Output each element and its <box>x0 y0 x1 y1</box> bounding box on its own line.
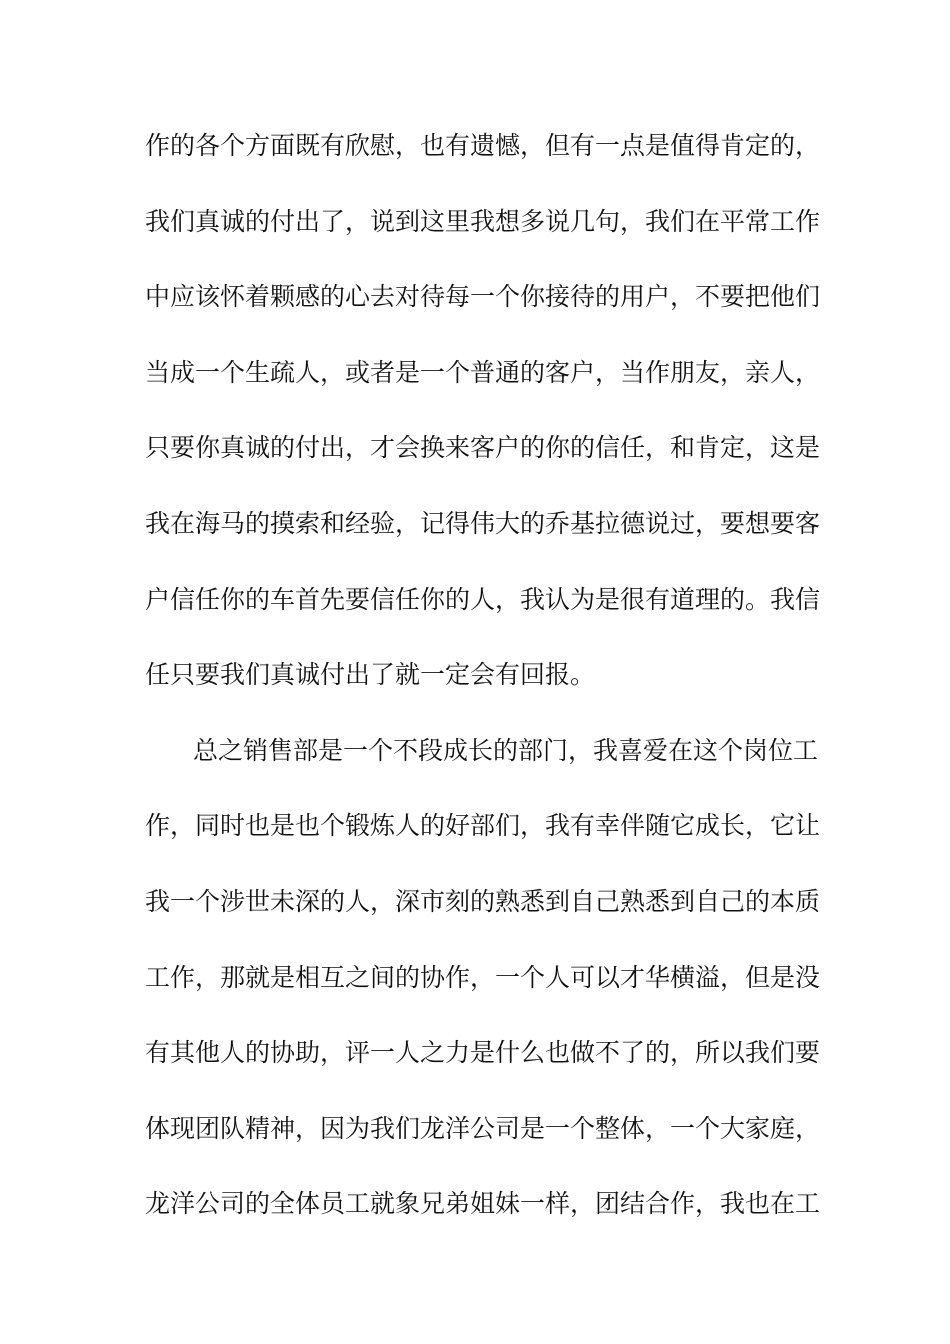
text-line: 当成一个生疏人，或者是一个普通的客户，当作朋友，亲人， <box>145 357 821 387</box>
text-line: 我一个涉世未深的人，深市刻的熟悉到自己熟悉到自己的本质 <box>145 886 821 916</box>
text-line: 户信任你的车首先要信任你的人，我认为是很有道理的。我信 <box>145 584 821 614</box>
body-text <box>145 126 821 1260</box>
text-line: 我们真诚的付出了，说到这里我想多说几句，我们在平常工作 <box>145 206 821 236</box>
paragraph-2 <box>145 731 821 1260</box>
text-line: 只要你真诚的付出，才会换来客户的你的信任，和肯定，这是 <box>145 433 821 463</box>
text-line: 作，同时也是也个锻炼人的好部们，我有幸伴随它成长，它让 <box>145 811 821 841</box>
paragraph-1 <box>145 126 821 731</box>
text-line: 体现团队精神，因为我们龙洋公司是一个整体，一个大家庭， <box>145 1113 821 1143</box>
text-line: 作的各个方面既有欣慰，也有遗憾，但有一点是值得肯定的， <box>145 131 821 160</box>
text-line: 工作，那就是相互之间的协作，一个人可以才华横溢，但是没 <box>145 962 821 992</box>
text-line: 有其他人的协助，评一人之力是什么也做不了的，所以我们要 <box>145 1038 821 1068</box>
text-line: 中应该怀着颗感的心去对待每一个你接待的用户，不要把他们 <box>145 282 821 312</box>
text-line: 任只要我们真诚付出了就一定会有回报。 <box>145 660 596 690</box>
text-line: 总之销售部是一个不段成长的部门，我喜爱在这个岗位工 <box>193 735 819 765</box>
text-line: 龙洋公司的全体员工就象兄弟姐妹一样，团结合作，我也在工 <box>145 1189 821 1219</box>
text-line: 我在海马的摸索和经验，记得伟大的乔基拉德说过，要想要客 <box>145 508 821 538</box>
